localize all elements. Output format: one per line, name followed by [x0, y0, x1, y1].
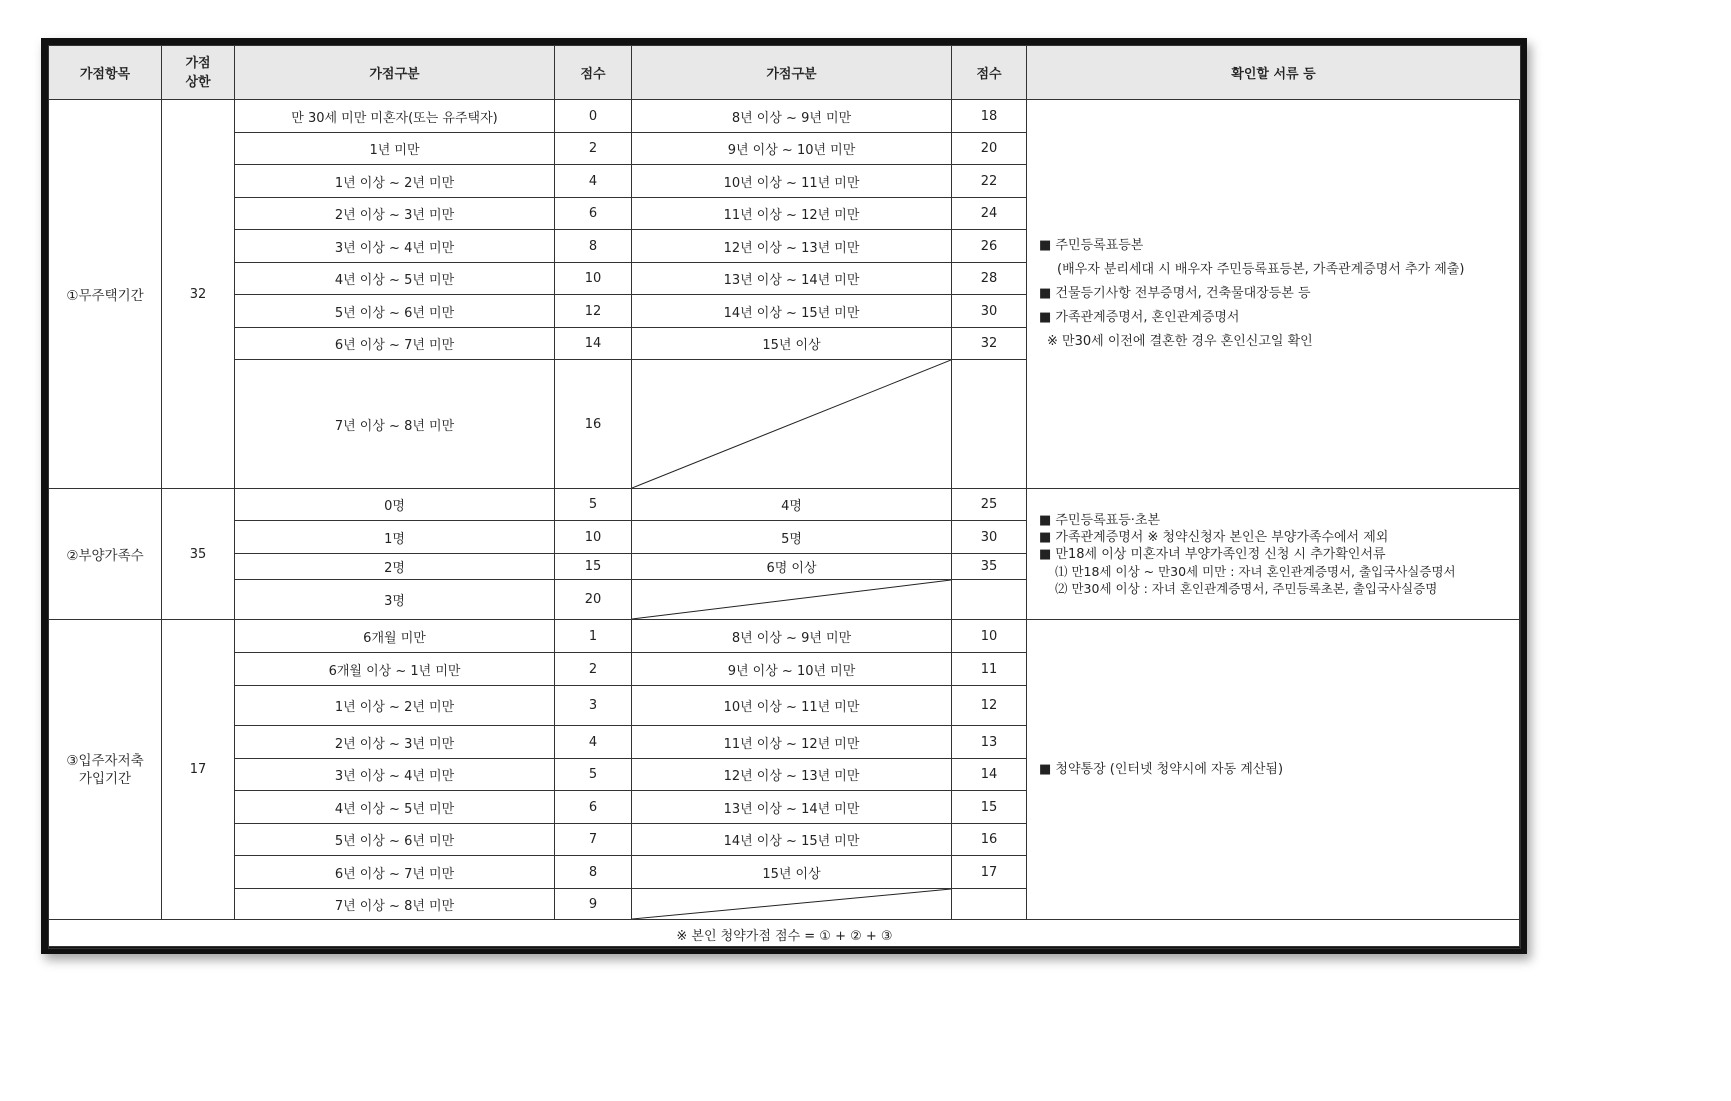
left-category: 4년 이상 ~ 5년 미만: [235, 791, 555, 824]
left-score: 10: [555, 263, 632, 295]
right-category: 15년 이상: [632, 856, 952, 889]
left-category: 5년 이상 ~ 6년 미만: [235, 295, 555, 328]
right-score: [952, 889, 1027, 920]
table-row: [49, 100, 1521, 133]
left-category: 6년 이상 ~ 7년 미만: [235, 328, 555, 360]
left-category: 3명: [235, 580, 555, 620]
right-score: [952, 360, 1027, 489]
documents-cell: [1027, 489, 1521, 620]
right-score: 15: [952, 791, 1027, 824]
left-category: 1년 이상 ~ 2년 미만: [235, 165, 555, 198]
right-score: 13: [952, 726, 1027, 759]
right-score: 20: [952, 133, 1027, 165]
right-category: 6명 이상: [632, 554, 952, 580]
left-score: 3: [555, 686, 632, 726]
footer-row: [49, 920, 1521, 949]
document-line: (배우자 분리세대 시 배우자 주민등록표등본, 가족관계증명서 추가 제출): [1057, 262, 1465, 277]
right-category: 10년 이상 ~ 11년 미만: [632, 686, 952, 726]
left-score: 12: [555, 295, 632, 328]
left-score: 4: [555, 165, 632, 198]
left-score: 9: [555, 889, 632, 920]
section-name: ①무주택기간: [49, 100, 162, 489]
right-category: 8년 이상 ~ 9년 미만: [632, 100, 952, 133]
documents-cell: [1027, 620, 1521, 920]
header-row: [49, 46, 1521, 100]
document-line: ■ 청약통장 (인터넷 청약시에 자동 계산됨): [1039, 761, 1284, 777]
document-line: ⑴ 만18세 이상 ~ 만30세 미만 : 자녀 혼인관계증명서, 출입국사실증명서: [1055, 563, 1456, 579]
document-line: ⑵ 만30세 이상 : 자녀 혼인관계증명서, 주민등록초본, 출입국사실증명: [1055, 580, 1438, 596]
left-category: 3년 이상 ~ 4년 미만: [235, 759, 555, 791]
right-score: 16: [952, 824, 1027, 856]
header-score-left: 점수: [555, 46, 632, 100]
left-category: 7년 이상 ~ 8년 미만: [235, 889, 555, 920]
right-category: 8년 이상 ~ 9년 미만: [632, 620, 952, 653]
right-category: 13년 이상 ~ 14년 미만: [632, 263, 952, 295]
left-score: 6: [555, 791, 632, 824]
left-score: 7: [555, 824, 632, 856]
left-score: 2: [555, 133, 632, 165]
right-score: 28: [952, 263, 1027, 295]
left-category: 2년 이상 ~ 3년 미만: [235, 726, 555, 759]
left-category: 4년 이상 ~ 5년 미만: [235, 263, 555, 295]
document-line: ■ 주민등록표등본: [1039, 238, 1144, 253]
header-category-right: 가점구분: [632, 46, 952, 100]
left-category: 0명: [235, 489, 555, 521]
left-category: 3년 이상 ~ 4년 미만: [235, 230, 555, 263]
section-limit: 17: [162, 620, 235, 920]
left-score: 8: [555, 230, 632, 263]
diagonal-line: [632, 889, 951, 919]
left-score: 4: [555, 726, 632, 759]
section-limit: 35: [162, 489, 235, 620]
document-line: ※ 만30세 이전에 결혼한 경우 혼인신고일 확인: [1047, 334, 1313, 349]
left-score: 6: [555, 198, 632, 230]
right-score: 17: [952, 856, 1027, 889]
right-score: 32: [952, 328, 1027, 360]
right-category: 11년 이상 ~ 12년 미만: [632, 726, 952, 759]
document-line: ■ 건물등기사항 전부증명서, 건축물대장등본 등: [1039, 286, 1311, 301]
section-name: ②부양가족수: [49, 489, 162, 620]
left-score: 0: [555, 100, 632, 133]
left-score: 5: [555, 759, 632, 791]
diagonal-line: [632, 580, 951, 619]
left-category: 2년 이상 ~ 3년 미만: [235, 198, 555, 230]
left-score: 15: [555, 554, 632, 580]
right-score: [952, 580, 1027, 620]
left-score: 2: [555, 653, 632, 686]
left-score: 5: [555, 489, 632, 521]
right-category: 11년 이상 ~ 12년 미만: [632, 198, 952, 230]
right-category: 12년 이상 ~ 13년 미만: [632, 230, 952, 263]
section-limit: 32: [162, 100, 235, 489]
left-score: 8: [555, 856, 632, 889]
right-category: 15년 이상: [632, 328, 952, 360]
right-score: 12: [952, 686, 1027, 726]
document-line: ■ 주민등록표등·초본: [1039, 512, 1161, 528]
right-category: 12년 이상 ~ 13년 미만: [632, 759, 952, 791]
right-category: 4명: [632, 489, 952, 521]
header-documents: 확인할 서류 등: [1027, 46, 1521, 100]
right-category: 14년 이상 ~ 15년 미만: [632, 824, 952, 856]
left-category: 만 30세 미만 미혼자(또는 유주택자): [235, 100, 555, 133]
empty-diagonal-cell: [632, 580, 952, 620]
header-category-left: 가점구분: [235, 46, 555, 100]
right-score: 26: [952, 230, 1027, 263]
left-category: 7년 이상 ~ 8년 미만: [235, 360, 555, 489]
table-row: [49, 489, 1521, 521]
left-category: 6개월 이상 ~ 1년 미만: [235, 653, 555, 686]
document-line: ■ 만18세 이상 미혼자녀 부양가족인정 신청 시 추가확인서류: [1039, 546, 1386, 562]
right-category: 9년 이상 ~ 10년 미만: [632, 133, 952, 165]
empty-diagonal-cell: [632, 889, 952, 920]
left-category: 1년 이상 ~ 2년 미만: [235, 686, 555, 726]
right-score: 10: [952, 620, 1027, 653]
left-category: 5년 이상 ~ 6년 미만: [235, 824, 555, 856]
document-line: ■ 가족관계증명서, 혼인관계증명서: [1039, 310, 1240, 325]
left-score: 20: [555, 580, 632, 620]
right-score: 24: [952, 198, 1027, 230]
right-category: 14년 이상 ~ 15년 미만: [632, 295, 952, 328]
right-score: 14: [952, 759, 1027, 791]
right-category: 5명: [632, 521, 952, 554]
header-item: 가점항목: [49, 46, 162, 100]
document-line: ■ 가족관계증명서 ※ 청약신청자 본인은 부양가족수에서 제외: [1039, 529, 1389, 545]
right-category: 9년 이상 ~ 10년 미만: [632, 653, 952, 686]
right-category: 13년 이상 ~ 14년 미만: [632, 791, 952, 824]
left-score: 16: [555, 360, 632, 489]
left-category: 2명: [235, 554, 555, 580]
right-score: 30: [952, 295, 1027, 328]
diagonal-line: [632, 360, 951, 488]
left-category: 1년 미만: [235, 133, 555, 165]
left-category: 1명: [235, 521, 555, 554]
right-score: 25: [952, 489, 1027, 521]
left-score: 14: [555, 328, 632, 360]
score-table: [48, 45, 1521, 949]
documents-cell: [1027, 100, 1521, 489]
right-score: 11: [952, 653, 1027, 686]
right-score: 22: [952, 165, 1027, 198]
right-score: 30: [952, 521, 1027, 554]
left-category: 6년 이상 ~ 7년 미만: [235, 856, 555, 889]
left-category: 6개월 미만: [235, 620, 555, 653]
total-score-note: ※ 본인 청약가점 점수 = ① + ② + ③: [49, 920, 1521, 949]
header-score-right: 점수: [952, 46, 1027, 100]
right-score: 35: [952, 554, 1027, 580]
table-row: [49, 620, 1521, 653]
left-score: 1: [555, 620, 632, 653]
right-category: 10년 이상 ~ 11년 미만: [632, 165, 952, 198]
document-frame: [41, 38, 1527, 954]
section-name: ③입주자저축 가입기간: [49, 620, 162, 920]
empty-diagonal-cell: [632, 360, 952, 489]
left-score: 10: [555, 521, 632, 554]
header-limit: 가점 상한: [162, 46, 235, 100]
right-score: 18: [952, 100, 1027, 133]
